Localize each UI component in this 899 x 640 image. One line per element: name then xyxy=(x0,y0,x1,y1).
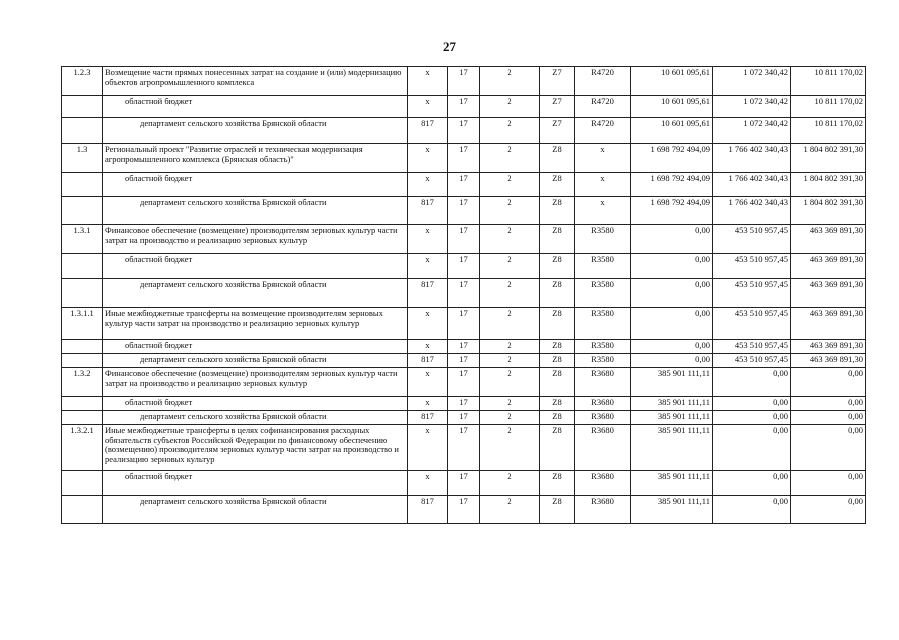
row-name: областной бюджет xyxy=(103,340,408,354)
subsection-code: 2 xyxy=(480,197,540,225)
amount-year-2: 0,00 xyxy=(713,425,791,471)
amount-year-1: 0,00 xyxy=(631,279,713,308)
section-code: 17 xyxy=(448,254,480,279)
row-name: Иные межбюджетные трансферты в целях софинансирования расходных обязательств субъектов Российской Федерации по финансовому обеспечению (возмещению) производителям зерновых культур части затрат на производство и реализацию зерновых культур xyxy=(103,425,408,471)
target-article-code: Z8 xyxy=(540,279,575,308)
table-row xyxy=(62,197,866,225)
section-code: 17 xyxy=(448,411,480,425)
row-number xyxy=(62,397,103,411)
table-row xyxy=(62,308,866,340)
section-code: 17 xyxy=(448,279,480,308)
grbs-code: 817 xyxy=(408,496,448,524)
target-article-code: Z8 xyxy=(540,471,575,496)
amount-year-2: 453 510 957,45 xyxy=(713,279,791,308)
target-article-code: Z8 xyxy=(540,308,575,340)
target-article-code: Z8 xyxy=(540,354,575,368)
amount-year-3: 0,00 xyxy=(791,397,866,411)
amount-year-1: 1 698 792 494,09 xyxy=(631,173,713,197)
amount-year-2: 453 510 957,45 xyxy=(713,308,791,340)
amount-year-2: 453 510 957,45 xyxy=(713,254,791,279)
target-article-code: Z8 xyxy=(540,144,575,173)
target-article-suffix: R3580 xyxy=(575,225,631,254)
row-number xyxy=(62,279,103,308)
amount-year-2: 453 510 957,45 xyxy=(713,340,791,354)
subsection-code: 2 xyxy=(480,340,540,354)
amount-year-2: 453 510 957,45 xyxy=(713,354,791,368)
subsection-code: 2 xyxy=(480,471,540,496)
row-name: областной бюджет xyxy=(103,173,408,197)
amount-year-1: 385 901 111,11 xyxy=(631,425,713,471)
table-row xyxy=(62,397,866,411)
amount-year-3: 0,00 xyxy=(791,496,866,524)
amount-year-3: 0,00 xyxy=(791,471,866,496)
section-code: 17 xyxy=(448,308,480,340)
row-number xyxy=(62,411,103,425)
amount-year-3: 1 804 802 391,30 xyxy=(791,173,866,197)
target-article-code: Z7 xyxy=(540,118,575,144)
row-name: Финансовое обеспечение (возмещение) производителям зерновых культур части затрат на производство и реализацию зерновых культур xyxy=(103,368,408,397)
target-article-suffix: R3580 xyxy=(575,279,631,308)
amount-year-3: 463 369 891,30 xyxy=(791,279,866,308)
row-name: департамент сельского хозяйства Брянской области xyxy=(103,354,408,368)
row-number: 1.3 xyxy=(62,144,103,173)
table-row xyxy=(62,67,866,96)
section-code: 17 xyxy=(448,67,480,96)
target-article-suffix: x xyxy=(575,173,631,197)
row-number xyxy=(62,254,103,279)
amount-year-3: 1 804 802 391,30 xyxy=(791,144,866,173)
amount-year-2: 0,00 xyxy=(713,397,791,411)
grbs-code: x xyxy=(408,144,448,173)
table-row xyxy=(62,496,866,524)
section-code: 17 xyxy=(448,340,480,354)
amount-year-1: 385 901 111,11 xyxy=(631,496,713,524)
section-code: 17 xyxy=(448,197,480,225)
subsection-code: 2 xyxy=(480,67,540,96)
table-row xyxy=(62,279,866,308)
section-code: 17 xyxy=(448,368,480,397)
table-row xyxy=(62,368,866,397)
target-article-suffix: R3580 xyxy=(575,308,631,340)
row-name: департамент сельского хозяйства Брянской области xyxy=(103,411,408,425)
amount-year-1: 0,00 xyxy=(631,225,713,254)
table-row xyxy=(62,411,866,425)
table-row xyxy=(62,354,866,368)
amount-year-3: 0,00 xyxy=(791,368,866,397)
amount-year-1: 10 601 095,61 xyxy=(631,118,713,144)
amount-year-1: 0,00 xyxy=(631,340,713,354)
subsection-code: 2 xyxy=(480,308,540,340)
budget-table xyxy=(61,66,866,524)
amount-year-1: 1 698 792 494,09 xyxy=(631,144,713,173)
row-number xyxy=(62,96,103,118)
amount-year-1: 385 901 111,11 xyxy=(631,368,713,397)
grbs-code: x xyxy=(408,67,448,96)
target-article-suffix: x xyxy=(575,144,631,173)
section-code: 17 xyxy=(448,471,480,496)
target-article-code: Z8 xyxy=(540,368,575,397)
row-number xyxy=(62,471,103,496)
grbs-code: 817 xyxy=(408,118,448,144)
amount-year-2: 1 766 402 340,43 xyxy=(713,173,791,197)
table-row xyxy=(62,173,866,197)
amount-year-3: 10 811 170,02 xyxy=(791,67,866,96)
grbs-code: x xyxy=(408,368,448,397)
table-row xyxy=(62,144,866,173)
target-article-code: Z8 xyxy=(540,411,575,425)
row-number xyxy=(62,496,103,524)
amount-year-3: 10 811 170,02 xyxy=(791,118,866,144)
row-name: Финансовое обеспечение (возмещение) производителям зерновых культур части затрат на производство и реализацию зерновых культур xyxy=(103,225,408,254)
row-name: Возмещение части прямых понесенных затрат на создание и (или) модернизацию объектов агропромышленного комплекса xyxy=(103,67,408,96)
target-article-suffix: R3680 xyxy=(575,397,631,411)
grbs-code: x xyxy=(408,397,448,411)
row-number xyxy=(62,173,103,197)
row-number xyxy=(62,354,103,368)
subsection-code: 2 xyxy=(480,225,540,254)
grbs-code: x xyxy=(408,471,448,496)
row-name: департамент сельского хозяйства Брянской области xyxy=(103,118,408,144)
amount-year-1: 0,00 xyxy=(631,354,713,368)
row-name: департамент сельского хозяйства Брянской области xyxy=(103,279,408,308)
row-name: областной бюджет xyxy=(103,397,408,411)
subsection-code: 2 xyxy=(480,397,540,411)
amount-year-2: 453 510 957,45 xyxy=(713,225,791,254)
table-row xyxy=(62,425,866,471)
amount-year-2: 1 072 340,42 xyxy=(713,96,791,118)
section-code: 17 xyxy=(448,144,480,173)
row-name: областной бюджет xyxy=(103,254,408,279)
target-article-suffix: R4720 xyxy=(575,118,631,144)
amount-year-1: 385 901 111,11 xyxy=(631,411,713,425)
subsection-code: 2 xyxy=(480,279,540,308)
amount-year-2: 0,00 xyxy=(713,411,791,425)
row-number xyxy=(62,118,103,144)
amount-year-3: 0,00 xyxy=(791,425,866,471)
grbs-code: x xyxy=(408,96,448,118)
target-article-suffix: R3580 xyxy=(575,254,631,279)
target-article-code: Z8 xyxy=(540,397,575,411)
row-number: 1.3.2.1 xyxy=(62,425,103,471)
target-article-suffix: R3680 xyxy=(575,471,631,496)
row-number: 1.3.1.1 xyxy=(62,308,103,340)
subsection-code: 2 xyxy=(480,96,540,118)
amount-year-3: 0,00 xyxy=(791,411,866,425)
target-article-code: Z8 xyxy=(540,254,575,279)
row-name: областной бюджет xyxy=(103,96,408,118)
target-article-suffix: R3680 xyxy=(575,425,631,471)
table-row xyxy=(62,340,866,354)
table-row xyxy=(62,254,866,279)
row-name: департамент сельского хозяйства Брянской области xyxy=(103,197,408,225)
target-article-suffix: R3680 xyxy=(575,496,631,524)
target-article-code: Z7 xyxy=(540,96,575,118)
page-number: 27 xyxy=(443,39,456,54)
subsection-code: 2 xyxy=(480,411,540,425)
grbs-code: 817 xyxy=(408,197,448,225)
subsection-code: 2 xyxy=(480,144,540,173)
amount-year-3: 1 804 802 391,30 xyxy=(791,197,866,225)
amount-year-3: 10 811 170,02 xyxy=(791,96,866,118)
amount-year-1: 1 698 792 494,09 xyxy=(631,197,713,225)
grbs-code: 817 xyxy=(408,279,448,308)
amount-year-2: 1 072 340,42 xyxy=(713,67,791,96)
section-code: 17 xyxy=(448,173,480,197)
target-article-suffix: R4720 xyxy=(575,67,631,96)
amount-year-1: 385 901 111,11 xyxy=(631,397,713,411)
row-name: Иные межбюджетные трансферты на возмещение производителям зерновых культур части затрат на производство и реализацию зерновых культур xyxy=(103,308,408,340)
grbs-code: x xyxy=(408,425,448,471)
table-row xyxy=(62,471,866,496)
target-article-suffix: R3580 xyxy=(575,340,631,354)
amount-year-1: 0,00 xyxy=(631,308,713,340)
target-article-code: Z8 xyxy=(540,173,575,197)
row-name: департамент сельского хозяйства Брянской области xyxy=(103,496,408,524)
grbs-code: x xyxy=(408,308,448,340)
grbs-code: x xyxy=(408,173,448,197)
amount-year-2: 0,00 xyxy=(713,496,791,524)
section-code: 17 xyxy=(448,425,480,471)
amount-year-3: 463 369 891,30 xyxy=(791,225,866,254)
grbs-code: x xyxy=(408,254,448,279)
amount-year-2: 0,00 xyxy=(713,471,791,496)
amount-year-1: 10 601 095,61 xyxy=(631,96,713,118)
target-article-suffix: R3580 xyxy=(575,354,631,368)
amount-year-1: 385 901 111,11 xyxy=(631,471,713,496)
table-row xyxy=(62,225,866,254)
subsection-code: 2 xyxy=(480,173,540,197)
amount-year-3: 463 369 891,30 xyxy=(791,354,866,368)
section-code: 17 xyxy=(448,96,480,118)
target-article-suffix: x xyxy=(575,197,631,225)
amount-year-1: 10 601 095,61 xyxy=(631,67,713,96)
grbs-code: x xyxy=(408,340,448,354)
amount-year-1: 0,00 xyxy=(631,254,713,279)
target-article-code: Z8 xyxy=(540,225,575,254)
row-name: областной бюджет xyxy=(103,471,408,496)
amount-year-3: 463 369 891,30 xyxy=(791,254,866,279)
target-article-code: Z8 xyxy=(540,425,575,471)
grbs-code: 817 xyxy=(408,411,448,425)
amount-year-3: 463 369 891,30 xyxy=(791,340,866,354)
target-article-code: Z8 xyxy=(540,496,575,524)
target-article-code: Z7 xyxy=(540,67,575,96)
section-code: 17 xyxy=(448,118,480,144)
target-article-suffix: R4720 xyxy=(575,96,631,118)
grbs-code: x xyxy=(408,225,448,254)
amount-year-2: 0,00 xyxy=(713,368,791,397)
section-code: 17 xyxy=(448,496,480,524)
row-number xyxy=(62,340,103,354)
amount-year-2: 1 766 402 340,43 xyxy=(713,197,791,225)
target-article-suffix: R3680 xyxy=(575,368,631,397)
table-row xyxy=(62,118,866,144)
subsection-code: 2 xyxy=(480,496,540,524)
amount-year-2: 1 766 402 340,43 xyxy=(713,144,791,173)
subsection-code: 2 xyxy=(480,368,540,397)
amount-year-3: 463 369 891,30 xyxy=(791,308,866,340)
subsection-code: 2 xyxy=(480,425,540,471)
amount-year-2: 1 072 340,42 xyxy=(713,118,791,144)
grbs-code: 817 xyxy=(408,354,448,368)
row-number xyxy=(62,197,103,225)
section-code: 17 xyxy=(448,397,480,411)
target-article-code: Z8 xyxy=(540,197,575,225)
section-code: 17 xyxy=(448,354,480,368)
table-row xyxy=(62,96,866,118)
subsection-code: 2 xyxy=(480,254,540,279)
row-name: Региональный проект "Развитие отраслей и техническая модернизация агропромышленного комплекса (Брянская область)" xyxy=(103,144,408,173)
section-code: 17 xyxy=(448,225,480,254)
row-number: 1.3.1 xyxy=(62,225,103,254)
target-article-suffix: R3680 xyxy=(575,411,631,425)
subsection-code: 2 xyxy=(480,118,540,144)
row-number: 1.3.2 xyxy=(62,368,103,397)
subsection-code: 2 xyxy=(480,354,540,368)
row-number: 1.2.3 xyxy=(62,67,103,96)
target-article-code: Z8 xyxy=(540,340,575,354)
